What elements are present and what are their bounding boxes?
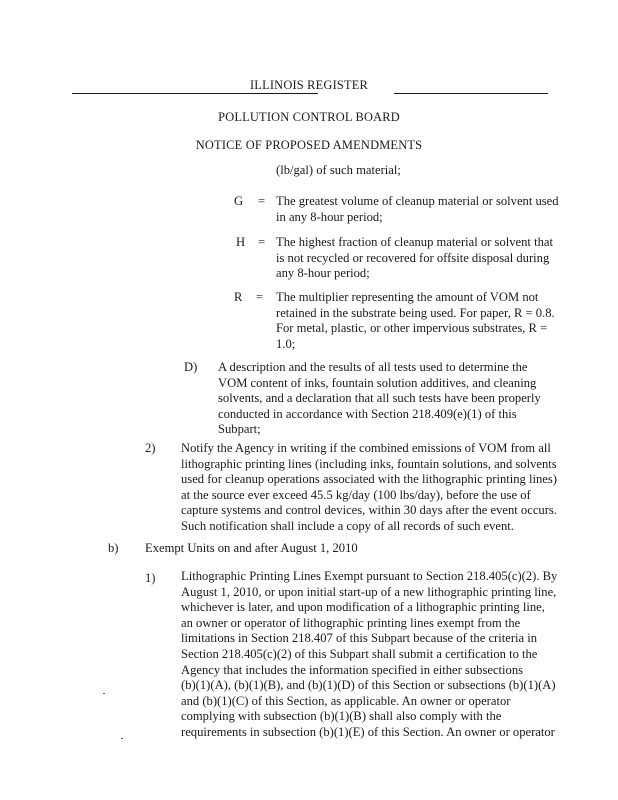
item-b1-text	[181, 569, 556, 741]
paragraph-line: (b)(1)(A), (b)(1)(B), and (b)(1)(D) of this Section or subsections (b)(1)(A)	[181, 678, 556, 693]
paragraph-line: and (b)(1)(C) of this Section, as applicable. An owner or operator	[181, 693, 511, 708]
item-b1-label: 1)	[145, 571, 156, 585]
definition-line: retained in the substrate being used. For paper, R = 0.8.	[276, 305, 555, 320]
item-d-text	[218, 360, 550, 438]
paragraph-line: whichever is later, and upon modification of a lithographic printing line,	[181, 600, 545, 615]
paragraph-line: VOM content of inks, fountain solution additives, and cleaning	[218, 375, 537, 390]
variable-r-symbol: R	[234, 290, 243, 304]
definition-line: The multiplier representing the amount of VOM not	[276, 290, 539, 304]
paragraph-line: Such notification shall include a copy of all records of such event.	[181, 518, 514, 533]
paragraph-line: Agency that includes the information specified in either subsections	[181, 662, 524, 677]
definition-line: 1.0;	[276, 336, 296, 351]
item-b-heading: Exempt Units on and after August 1, 2010	[145, 541, 358, 555]
paragraph-line: capture systems and control devices, within 30 days after the event occurs.	[181, 503, 557, 518]
definition-line: The greatest volume of cleanup material or solvent used	[276, 194, 559, 208]
definition-line: For metal, plastic, or other impervious substrates, R =	[276, 321, 548, 336]
continuation-text: (lb/gal) of such material;	[276, 163, 401, 177]
variable-r-definition	[276, 290, 555, 352]
paragraph-line: August 1, 2010, or upon initial start-up of a new lithographic printing line,	[181, 584, 557, 599]
variable-r-relation: =	[256, 290, 264, 304]
definition-line: in any 8-hour period;	[276, 209, 383, 224]
paragraph-line: an owner or operator of lithographic printing lines exempt from the	[181, 615, 521, 630]
notice-title: NOTICE OF PROPOSED AMENDMENTS	[195, 138, 423, 152]
variable-g-definition	[276, 194, 559, 225]
variable-g-relation: =	[258, 194, 266, 208]
paragraph-line: limitations in Section 218.407 of this Subpart because of the criteria in	[181, 631, 538, 646]
paragraph-line: Lithographic Printing Lines Exempt pursuant to Section 218.405(c)(2). By	[181, 569, 558, 583]
definition-line: The highest fraction of cleanup material or solvent that	[276, 235, 553, 249]
paragraph-line: used for cleanup operations associated with the lithographic printing lines)	[181, 472, 557, 487]
register-title: ILLINOIS REGISTER	[249, 78, 368, 92]
header-rule-right	[394, 93, 548, 94]
scan-speck	[103, 693, 105, 694]
paragraph-line: at the source ever exceed 45.5 kg/day (100 lbs/day), before the use of	[181, 487, 531, 502]
paragraph-line: Notify the Agency in writing if the combined emissions of VOM from all	[181, 441, 551, 455]
definition-line: is not recycled or recovered for offsite disposal during	[276, 250, 550, 265]
paragraph-line: Subpart;	[218, 422, 261, 437]
item-2-label: 2)	[145, 441, 156, 455]
variable-h-relation: =	[258, 235, 266, 249]
variable-h-symbol: H	[236, 235, 246, 249]
definition-line: any 8-hour period;	[276, 266, 370, 281]
paragraph-line: conducted in accordance with Section 218.409(e)(1) of this	[218, 406, 517, 421]
paragraph-line: complying with subsection (b)(1)(B) shall also comply with the	[181, 709, 502, 724]
paragraph-line: lithographic printing lines (including inks, fountain solutions, and solvents	[181, 456, 557, 471]
item-b-label: b)	[108, 541, 119, 555]
paragraph-line: requirements in subsection (b)(1)(E) of this Section. An owner or operator	[181, 724, 555, 739]
item-d-label: D)	[184, 360, 198, 374]
header-rule-left	[72, 93, 318, 94]
variable-h-definition	[276, 235, 552, 282]
variable-g-symbol: G	[234, 194, 244, 208]
paragraph-line: solvents, and a declaration that all such tests have been properly	[218, 391, 541, 406]
board-title: POLLUTION CONTROL BOARD	[218, 110, 400, 124]
item-2-text	[181, 441, 556, 535]
scan-speck	[121, 738, 123, 739]
paragraph-line: A description and the results of all tests used to determine the	[218, 360, 528, 374]
paragraph-line: Section 218.405(c)(2) of this Subpart shall submit a certification to the	[181, 646, 538, 661]
